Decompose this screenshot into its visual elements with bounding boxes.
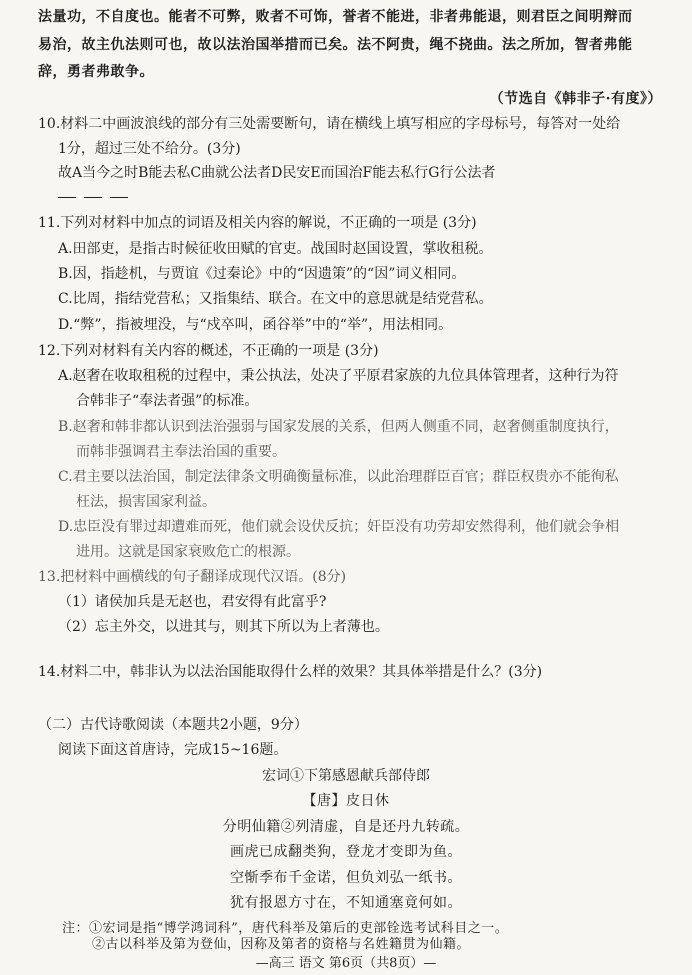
poem-line: 空惭季布千金诺，但负刘弘一纸书。 <box>230 870 462 886</box>
answer-blank[interactable] <box>84 196 102 198</box>
answer-blank[interactable] <box>110 196 128 198</box>
q13-item-1: （1）诸侯加兵是无赵也，君安得有此富乎? <box>58 594 327 610</box>
poem-note-2: ②古以科举及第为登仙，因称及第者的资格与名姓籍贯为仙籍。 <box>92 937 471 952</box>
q10-sentence: 故A当今之时B能去私C曲就公法者D民安E而国治F能去私行G行公法者 <box>58 165 496 181</box>
q10-stem: 10.材料二中画波浪线的部分有三处需要断句，请在横线上填写相应的字母标号，每答对一处给 <box>38 116 621 132</box>
q12-option-a-cont: 合韩非子“奉法者强”的标准。 <box>76 393 259 409</box>
q11-stem: 11.下列对材料中加点的词语及相关内容的解说，不正确的一项是 (3分) <box>38 215 477 231</box>
poem-line: 画虎已成翻类狗，登龙才变即为鱼。 <box>230 844 462 860</box>
q14-stem: 14.材料二中，韩非认为以法治国能取得什么样的效果？其具体举措是什么？(3分) <box>38 664 543 680</box>
q10-answer-blanks[interactable] <box>58 188 136 206</box>
q12-option-a: A.赵奢在收取租税的过程中，秉公执法，处决了平原君家族的九位具体管理者，这种行为符 <box>58 368 619 384</box>
q12-option-c-cont: 枉法，损害国家利益。 <box>76 494 216 510</box>
q12-stem: 12.下列对材料有关内容的概述，不正确的一项是 (3分) <box>38 343 379 359</box>
q13-stem: 13.把材料中画横线的句子翻译成现代汉语。(8分) <box>38 569 347 585</box>
passage-line: 辞，勇者弗敢争。 <box>38 64 154 80</box>
q11-option-b: B.因，指趁机，与贾谊《过秦论》中的“因遗策”的“因”词义相同。 <box>58 266 466 282</box>
passage-line: 易治，故主仇法则可也，故以法治国举措而已矣。法不阿贵，绳不挠曲。法之所加，智者弗能 <box>38 37 633 53</box>
q11-option-a: A.田部吏，是指古时候征收田赋的官吏。战国时赵国设置，掌收租税。 <box>58 241 493 257</box>
passage-source: （节选自《韩非子·有度》） <box>489 91 662 107</box>
section-heading: （二）古代诗歌阅读（本题共2小题，9分） <box>38 717 308 733</box>
q13-item-2: （2）忘主外交，以进其与，则其下所以为上者薄也。 <box>58 619 389 635</box>
poem-note-1: 注：①宏词是指“博学鸿词科”，唐代科举及第后的吏部铨选考试科目之一。 <box>62 921 509 936</box>
section-intro: 阅读下面这首唐诗，完成15~16题。 <box>58 742 288 758</box>
q12-option-b-cont: 而韩非强调君主奉法治国的重要。 <box>76 444 286 460</box>
q12-option-c: C.君主要以法治国，制定法律条文明确衡量标准，以此治理群臣百官；群臣权贵亦不能徇私 <box>58 469 619 485</box>
poem-author: 【唐】皮日休 <box>302 793 390 809</box>
q12-option-b: B.赵奢和韩非都认识到法治强弱与国家发展的关系，但两人侧重不同，赵奢侧重制度执行， <box>58 419 619 435</box>
q12-option-d: D.忠臣没有罪过却遭难而死，他们就会设伏反抗；奸臣没有功劳却安然得利，他们就会争相 <box>58 519 620 535</box>
poem-title: 宏词①下第感恩献兵部侍郎 <box>262 768 430 784</box>
page-footer: —高三 语文 第6页（共8页）— <box>255 956 437 971</box>
poem-line: 分明仙籍②列清虚，自是还丹九转疏。 <box>222 819 470 835</box>
answer-blank[interactable] <box>58 196 76 198</box>
q10-stem-cont: 1分，超过三处不给分。(3分) <box>58 141 241 157</box>
q11-option-c: C.比周，指结党营私；又指集结、联合。在文中的意思就是结党营私。 <box>58 291 493 307</box>
q11-option-d: D.“弊”，指被埋没，与“戍卒叫，函谷举”中的“举”，用法相同。 <box>58 317 453 333</box>
passage-line: 法量功，不自度也。能者不可弊，败者不可饰，誉者不能进，非者弗能退，则君臣之间明辩而 <box>38 9 633 25</box>
poem-line: 犹有报恩方寸在，不知通塞竟何如。 <box>230 895 462 911</box>
q12-option-d-cont: 进用。这就是国家衰败危亡的根源。 <box>76 544 300 560</box>
